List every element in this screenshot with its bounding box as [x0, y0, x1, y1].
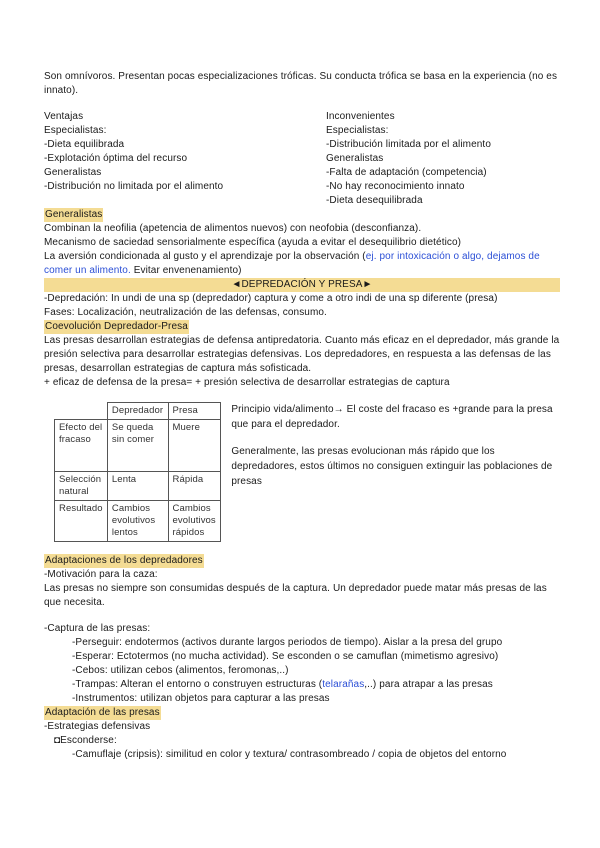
- table-row: [55, 420, 221, 472]
- generalistas-line: Mecanismo de saciedad sensorialmente específica (ayuda a evitar el desequilibrio dietético): [44, 237, 462, 248]
- table-cell: Cambios evolutivos rápidos: [168, 501, 221, 542]
- ventajas-line: -Distribución no limitada por el alimento: [44, 181, 224, 192]
- table-row-label: Efecto del fracaso: [55, 420, 108, 472]
- inconvenientes-line: -No hay reconocimiento innato: [326, 181, 465, 192]
- inconvenientes-line: -Distribución limitada por el alimento: [326, 139, 491, 150]
- coevolucion-heading: Coevolución Depredador-Presa: [45, 321, 188, 332]
- inconvenientes-line: -Dieta desequilibrada: [326, 195, 423, 206]
- list-item: -Trampas: Alteran el entorno o construyen estructuras (telarañas,..) para atrapar a las presas: [72, 679, 493, 690]
- inconvenientes-line: Generalistas: [326, 153, 384, 164]
- depredacion-bar: ◄DEPREDACIÓN Y PRESA►: [44, 278, 560, 292]
- generalistas-line: Combinan la neofilia (apetencia de alimentos nuevos) con neofobia (desconfianza).: [44, 223, 422, 234]
- ventajas-line: -Explotación óptima del recurso: [44, 153, 188, 164]
- coevolucion-paragraph: Las presas desarrollan estrategias de defensa antipredatoria. Cuanto más eficaz en el depredador, más grande la presión selectiva para desarrollar estrategias defensivas. Los depredadores, en respuesta a las defensas de las presas, desarrollan estrategias de captura más sofisticada.: [44, 335, 560, 374]
- table-cell: Muere: [168, 420, 221, 472]
- depredacion-line: -Depredación: In undi de una sp (depredador) captura y come a otro indi de una sp diferente (presa): [44, 293, 498, 304]
- list-item: -Camuflaje (cripsis): similitud en color y textura/ contrasombreado / copia de objetos del entorno: [72, 749, 507, 760]
- ventajas-column: [44, 110, 326, 208]
- table-row: [55, 501, 221, 542]
- table-section: [44, 402, 560, 542]
- adaptacion-presas-heading: Adaptación de las presas: [45, 707, 160, 718]
- document-page: [44, 70, 560, 762]
- table-header: Presa: [168, 403, 221, 420]
- estrategias-label: -Estrategias defensivas: [44, 721, 151, 732]
- adaptaciones-depredadores-heading: Adaptaciones de los depredadores: [45, 555, 203, 566]
- inconvenientes-line: -Falta de adaptación (competencia): [326, 167, 487, 178]
- intro-paragraph: Son omnívoros. Presentan pocas especializaciones tróficas. Su conducta trófica se basa en la experiencia (no es innato).: [44, 71, 558, 96]
- table-cell: Se queda sin comer: [107, 420, 168, 472]
- ventajas-line: Especialistas:: [44, 125, 107, 136]
- ventajas-line: Ventajas: [44, 111, 84, 122]
- table-row-label: Selección natural: [55, 472, 108, 501]
- example-link[interactable]: ej. por intoxicación o algo, dejamos de comer un alimento.: [44, 251, 540, 276]
- comparison-table: [54, 402, 221, 542]
- ventajas-inconvenientes: [44, 110, 560, 208]
- coevolucion-plus: + eficaz de defensa de la presa= + presión selectiva de desarrollar estrategias de captura: [44, 377, 450, 388]
- table-cell: Lenta: [107, 472, 168, 501]
- ventajas-line: -Dieta equilibrada: [44, 139, 125, 150]
- motivacion-label: -Motivación para la caza:: [44, 569, 158, 580]
- list-item: -Perseguir: endotermos (activos durante largos periodos de tiempo). Aislar a la presa del grupo: [72, 637, 503, 648]
- ventajas-line: Generalistas: [44, 167, 102, 178]
- generalmente-text: Generalmente, las presas evolucionan más rápido que los depredadores, estos últimos no consiguen extinguir las poblaciones de presas: [231, 446, 553, 487]
- generalistas-line: La aversión condicionada al gusto y el aprendizaje por la observación (ej. por intoxicación o algo, dejamos de comer un alimento. Evitar envenenamiento): [44, 251, 540, 276]
- motivacion-text: Las presas no siempre son consumidas después de la captura. Un depredador puede matar más presas de las que necesita.: [44, 583, 547, 608]
- principio-text: Principio vida/alimento→ El coste del fracaso es +grande para la presa que para el depredador.: [231, 404, 553, 430]
- table-row-label: Resultado: [55, 501, 108, 542]
- esconderse-label: ◘Esconderse:: [54, 735, 117, 746]
- table-header: Depredador: [107, 403, 168, 420]
- inconvenientes-column: [326, 110, 560, 208]
- table-header-row: [55, 403, 221, 420]
- inconvenientes-line: Especialistas:: [326, 125, 389, 136]
- list-item: -Esperar: Ectotermos (no mucha actividad). Se esconden o se camuflan (mimetismo agresivo): [72, 651, 499, 662]
- list-item: -Cebos: utilizan cebos (alimentos, feromonas,..): [72, 665, 289, 676]
- captura-label: -Captura de las presas:: [44, 623, 151, 634]
- generalistas-heading: Generalistas: [45, 209, 103, 220]
- inconvenientes-line: Inconvenientes: [326, 111, 395, 122]
- table-row: [55, 472, 221, 501]
- list-item: -Instrumentos: utilizan objetos para capturar a las presas: [72, 693, 330, 704]
- table-cell: Rápida: [168, 472, 221, 501]
- table-corner: [55, 403, 108, 420]
- depredacion-line: Fases: Localización, neutralización de las defensas, consumo.: [44, 307, 327, 318]
- telaranas-link[interactable]: telarañas: [322, 679, 365, 690]
- table-cell: Cambios evolutivos lentos: [107, 501, 168, 542]
- table-side-notes: [231, 402, 560, 542]
